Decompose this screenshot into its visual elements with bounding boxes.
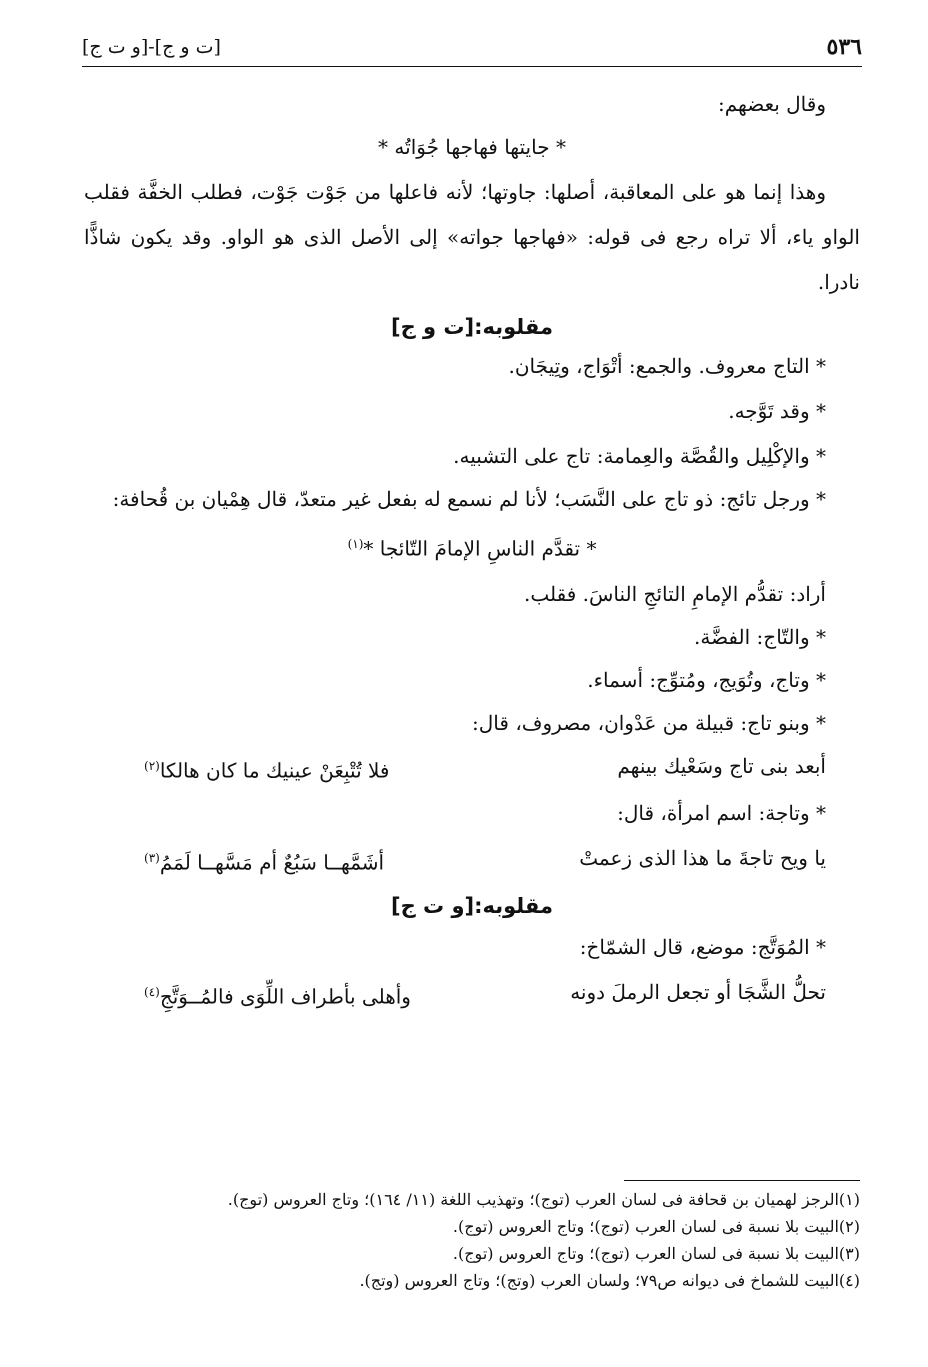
entry-line: * وبنو تاج: قبيلة من عَدْوان، مصروف، قال: <box>472 710 826 735</box>
verse-hemistich: أشَمَّهــا سَبُعٌ أم مَسَّهــا لَمَمُ$^{(٣)}$ <box>144 850 385 875</box>
entry-line: * المُوَتَّج: موضع، قال الشمّاخ: <box>579 934 826 959</box>
footnote-marker: (١) <box>347 537 364 551</box>
entry-line: أراد: تقدُّم الإمامِ التائجِ الناسَ. فقلب. <box>523 581 826 606</box>
poem-verse <box>84 976 860 1014</box>
verse-hemistich: تحلُّ الشَّجَا أو تجعل الرملَ دونه <box>570 979 826 1004</box>
text-line: وقال بعضهم: <box>717 92 826 116</box>
section-heading: مقلوبه:[و ت ج] <box>391 893 553 918</box>
section-heading: مقلوبه:[ت و ج] <box>391 315 553 339</box>
verse-hemistich: أبعد بنى تاج وسَعْيك بينهم <box>617 753 826 778</box>
entry-line: * والإكْلِيل والقُصَّة والعِمامة: تاج على التشبيه. <box>453 444 826 468</box>
verse-hemistich: يا ويح تاجةَ ما هذا الذى زعمتْ <box>579 846 826 871</box>
entry-line: * وتاج، وتُوَيج، ومُتوِّج: أسماء. <box>587 667 826 692</box>
poem-verse <box>84 842 860 880</box>
entry-paragraph: * ورجل تائج: ذو تاج على النَّسَب؛ لأنا لم نسمع له بفعل غير متعدّ، قال هِمْيان بن قُحافة: <box>112 487 826 511</box>
entry-line: * وتاجة: اسم امرأة، قال: <box>617 801 826 826</box>
entry-line: * التاج معروف. والجمع: أتْوَاج، وتِيجَان. <box>508 354 826 378</box>
verse-hemistich: وأهلى بأطراف اللِّوَى فالمُــوَتَّجِ$^{(٤)}$ <box>144 984 411 1009</box>
verse-text: * تقدَّم الناسِ الإمامَ التّائجا * <box>363 536 597 561</box>
running-head: [ت و ج]-[و ت ج] <box>82 36 221 58</box>
footnote: (٢)البيت بلا نسبة فى لسان العرب (توج)؛ وتاج العروس (توج). <box>452 1217 860 1236</box>
verse-hemistich: فلا تُتْبِعَنْ عينيك ما كان هالكا$^{(٢)}$ <box>144 758 390 783</box>
verse-line <box>84 528 860 566</box>
page-header <box>82 30 862 66</box>
poem-verse <box>84 750 860 788</box>
header-rule <box>82 66 862 67</box>
footnote-marker: (٣) <box>144 851 160 866</box>
entry-line: * والتّاج: الفضَّة. <box>694 624 826 649</box>
footnote-rule <box>624 1180 860 1181</box>
footnote: (٣)البيت بلا نسبة فى لسان العرب (توج)؛ وتاج العروس (توج). <box>452 1244 860 1263</box>
footnote: (٤)البيت للشماخ فى ديوانه ص٧٩؛ ولسان العرب (وتج)؛ وتاج العروس (وتج). <box>359 1271 860 1290</box>
verse-line: * جايتها فهاجها جُوَاتُه * <box>378 135 566 159</box>
footnotes <box>80 1186 860 1294</box>
page-number: ٥٣٦ <box>826 34 862 60</box>
footnote: (١)الرجز لهميان بن قحافة فى لسان العرب (توج)؛ وتهذيب اللغة (١١/ ١٦٤)؛ وتاج العروس (توج). <box>227 1190 860 1209</box>
main-text <box>84 88 860 1014</box>
footnote-marker: (٤) <box>144 984 160 999</box>
entry-line: * وقد تَوَّجه. <box>728 399 826 423</box>
footnote-marker: (٢) <box>144 758 160 773</box>
paragraph: وهذا إنما هو على المعاقبة، أصلها: جاوتها؛ لأنه فاعلها من جَوْت جَوْت، فطلب الخفَّة فقلب الواو ياء، ألا تراه رجع فى قوله: «فهاجها جواته» إلى الأصل الذى هو الواو. وقد يكون شاذًّا نادرا. <box>84 180 860 294</box>
